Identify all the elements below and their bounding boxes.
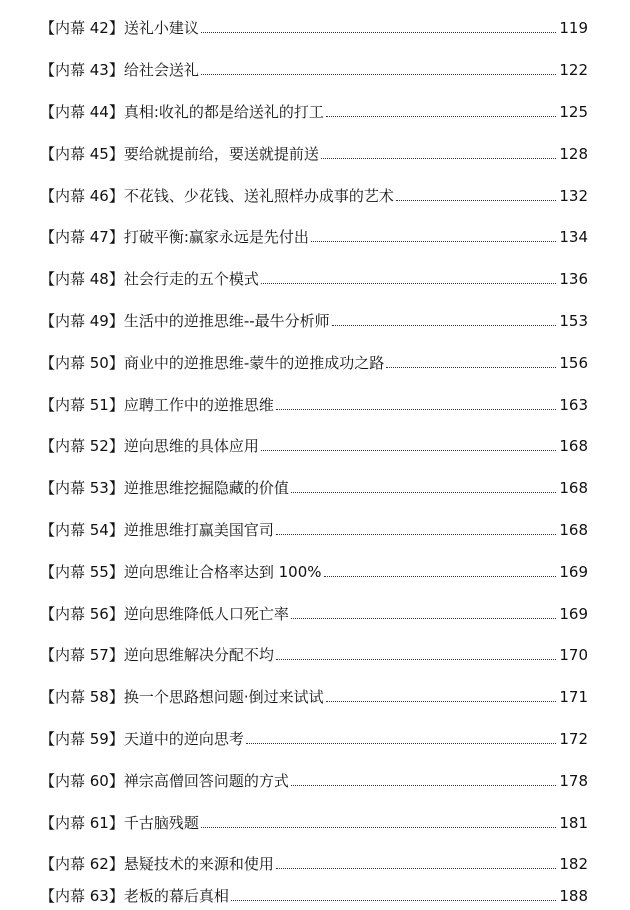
dot-leader bbox=[261, 450, 557, 451]
toc-entry-page: 134 bbox=[559, 228, 588, 246]
toc-entry[interactable] bbox=[40, 10, 588, 38]
toc-entry[interactable] bbox=[40, 596, 588, 624]
toc-entry-title: 【内幕 61】千古脑残题 bbox=[40, 814, 199, 832]
toc-entry[interactable] bbox=[40, 261, 588, 289]
toc-entry-title: 【内幕 45】要给就提前给，要送就提前送 bbox=[40, 145, 319, 163]
toc-entry-title: 【内幕 53】逆推思维挖掘隐藏的价值 bbox=[40, 479, 289, 497]
toc-entry-page: 156 bbox=[559, 354, 588, 372]
toc-entry[interactable] bbox=[40, 178, 588, 206]
toc-entry-title: 【内幕 54】逆推思维打赢美国官司 bbox=[40, 521, 274, 539]
dot-leader bbox=[201, 74, 557, 75]
toc-entry-title: 【内幕 52】逆向思维的具体应用 bbox=[40, 437, 259, 455]
toc-entry-title: 【内幕 50】商业中的逆推思维-蒙牛的逆推成功之路 bbox=[40, 354, 385, 372]
toc-entry-page: 168 bbox=[559, 437, 588, 455]
dot-leader bbox=[276, 409, 557, 410]
toc-entry-page: 125 bbox=[559, 103, 588, 121]
toc-entry[interactable] bbox=[40, 878, 588, 906]
dot-leader bbox=[326, 116, 556, 117]
toc-entry-title: 【内幕 57】逆向思维解决分配不均 bbox=[40, 646, 274, 664]
dot-leader bbox=[311, 241, 556, 242]
toc-entry-title: 【内幕 42】送礼小建议 bbox=[40, 19, 199, 37]
toc-entry-page: 168 bbox=[559, 521, 588, 539]
toc-entry-title: 【内幕 60】禅宗高僧回答问题的方式 bbox=[40, 772, 289, 790]
toc-entry[interactable] bbox=[40, 303, 588, 331]
toc-entry[interactable] bbox=[40, 345, 588, 373]
toc-entry-title: 【内幕 58】换一个思路想问题·倒过来试试 bbox=[40, 688, 324, 706]
toc-entry[interactable] bbox=[40, 679, 588, 707]
toc-entry-page: 181 bbox=[559, 814, 588, 832]
toc-entry-title: 【内幕 56】逆向思维降低人口死亡率 bbox=[40, 605, 289, 623]
dot-leader bbox=[386, 367, 556, 368]
toc-entry-page: 178 bbox=[559, 772, 588, 790]
toc-entry-title: 【内幕 62】悬疑技术的来源和使用 bbox=[40, 855, 274, 873]
toc-entry-page: 182 bbox=[559, 855, 588, 873]
toc-entry[interactable] bbox=[40, 512, 588, 540]
toc-entry[interactable] bbox=[40, 94, 588, 122]
toc-entry-page: 172 bbox=[559, 730, 588, 748]
dot-leader bbox=[201, 32, 557, 33]
toc-entry[interactable] bbox=[40, 846, 588, 874]
toc-entry[interactable] bbox=[40, 805, 588, 833]
toc-entry[interactable] bbox=[40, 637, 588, 665]
dot-leader bbox=[396, 200, 557, 201]
dot-leader bbox=[291, 618, 557, 619]
toc-entry-title: 【内幕 49】生活中的逆推思维--最牛分析师 bbox=[40, 312, 330, 330]
toc-entry[interactable] bbox=[40, 470, 588, 498]
dot-leader bbox=[332, 325, 557, 326]
dot-leader bbox=[276, 659, 557, 660]
toc-entry[interactable] bbox=[40, 387, 588, 415]
dot-leader bbox=[276, 534, 557, 535]
dot-leader bbox=[291, 785, 557, 786]
toc-entry[interactable] bbox=[40, 52, 588, 80]
toc-entry-title: 【内幕 47】打破平衡:赢家永远是先付出 bbox=[40, 228, 309, 246]
toc-entry-page: 153 bbox=[559, 312, 588, 330]
dot-leader bbox=[324, 576, 557, 577]
toc-entry-page: 132 bbox=[559, 187, 588, 205]
toc-entry-title: 【内幕 55】逆向思维让合格率达到 100% bbox=[40, 563, 322, 581]
toc-entry-title: 【内幕 51】应聘工作中的逆推思维 bbox=[40, 396, 274, 414]
dot-leader bbox=[321, 158, 557, 159]
toc-entry[interactable] bbox=[40, 721, 588, 749]
toc-entry-page: 122 bbox=[559, 61, 588, 79]
toc-entry[interactable] bbox=[40, 554, 588, 582]
dot-leader bbox=[261, 283, 557, 284]
toc-entry-page: 136 bbox=[559, 270, 588, 288]
toc-entry[interactable] bbox=[40, 763, 588, 791]
toc-entry-title: 【内幕 46】不花钱、少花钱、送礼照样办成事的艺术 bbox=[40, 187, 394, 205]
toc-entry-page: 169 bbox=[559, 563, 588, 581]
toc-entry-title: 【内幕 48】社会行走的五个模式 bbox=[40, 270, 259, 288]
toc-entry-title: 【内幕 43】给社会送礼 bbox=[40, 61, 199, 79]
toc-entry-page: 188 bbox=[559, 887, 588, 905]
toc-entry-page: 171 bbox=[559, 688, 588, 706]
dot-leader bbox=[246, 743, 557, 744]
dot-leader bbox=[201, 827, 557, 828]
toc-entry-page: 169 bbox=[559, 605, 588, 623]
toc-entry[interactable] bbox=[40, 219, 588, 247]
toc-entry-page: 170 bbox=[559, 646, 588, 664]
dot-leader bbox=[276, 868, 557, 869]
toc-entry-page: 168 bbox=[559, 479, 588, 497]
toc-entry-title: 【内幕 63】老板的幕后真相 bbox=[40, 887, 229, 905]
toc-entry-page: 163 bbox=[559, 396, 588, 414]
dot-leader bbox=[291, 492, 557, 493]
toc-entry-page: 119 bbox=[559, 19, 588, 37]
toc-entry-page: 128 bbox=[559, 145, 588, 163]
dot-leader bbox=[326, 701, 557, 702]
toc-entry[interactable] bbox=[40, 428, 588, 456]
toc-entry-title: 【内幕 44】真相:收礼的都是给送礼的打工 bbox=[40, 103, 324, 121]
toc-entry-title: 【内幕 59】天道中的逆向思考 bbox=[40, 730, 244, 748]
toc-entry[interactable] bbox=[40, 136, 588, 164]
dot-leader bbox=[231, 900, 557, 901]
